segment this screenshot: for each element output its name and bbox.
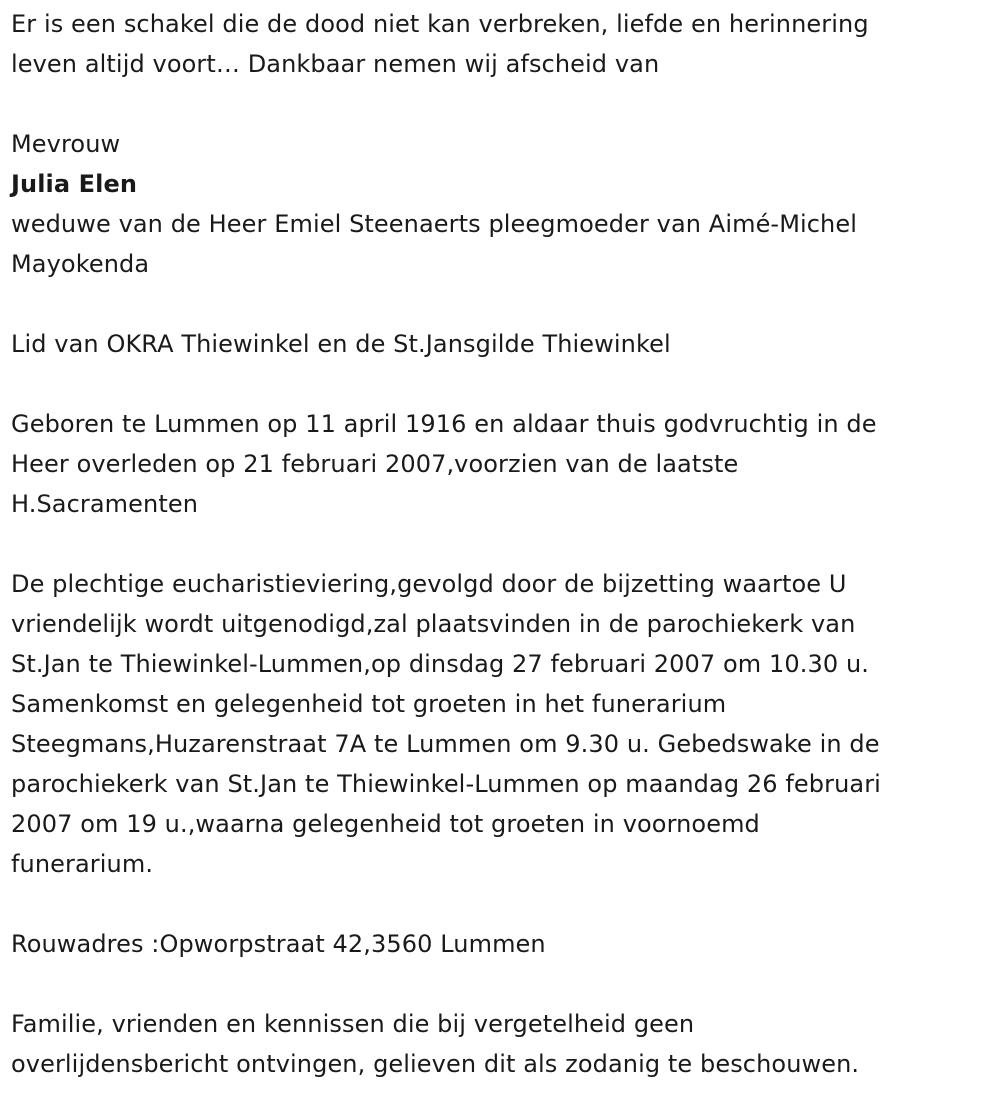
relation-line: weduwe van de Heer Emiel Steenaerts pleegmoeder van Aimé-Michel xyxy=(11,210,858,238)
mourning-address: Rouwadres :Opworpstraat 42,3560 Lummen xyxy=(11,930,546,958)
deceased-name: Julia Elen xyxy=(11,170,138,198)
birth-death-line: Heer overleden op 21 februari 2007,voorzien van de laatste xyxy=(11,450,739,478)
relation-line: Mayokenda xyxy=(11,250,150,278)
service-line: 2007 om 19 u.,waarna gelegenheid tot groeten in voornoemd xyxy=(11,810,760,838)
service-line: vriendelijk wordt uitgenodigd,zal plaatsvinden in de parochiekerk van xyxy=(11,610,856,638)
service-line: funerarium. xyxy=(11,850,154,878)
service-line: St.Jan te Thiewinkel-Lummen,op dinsdag 27 februari 2007 om 10.30 u. xyxy=(11,650,869,678)
birth-death-line: H.Sacramenten xyxy=(11,490,199,518)
service-line: De plechtige eucharistieviering,gevolgd door de bijzetting waartoe U xyxy=(11,570,847,598)
birth-death-paragraph xyxy=(11,404,981,524)
service-line: Steegmans,Huzarenstraat 7A te Lummen om 9.30 u. Gebedswake in de xyxy=(11,730,880,758)
service-line: parochiekerk van St.Jan te Thiewinkel-Lummen op maandag 26 februari xyxy=(11,770,881,798)
intro-line: leven altijd voort… Dankbaar nemen wij afscheid van xyxy=(11,50,660,78)
relation-paragraph xyxy=(11,204,981,284)
intro-paragraph xyxy=(11,4,981,84)
closing-line: Familie, vrienden en kennissen die bij vergetelheid geen xyxy=(11,1010,695,1038)
closing-paragraph xyxy=(11,1004,981,1084)
birth-death-line: Geboren te Lummen op 11 april 1916 en aldaar thuis godvruchtig in de xyxy=(11,410,877,438)
service-line: Samenkomst en gelegenheid tot groeten in het funerarium xyxy=(11,690,727,718)
intro-line: Er is een schakel die de dood niet kan verbreken, liefde en herinnering xyxy=(11,10,869,38)
service-paragraph xyxy=(11,564,981,884)
title: Mevrouw xyxy=(11,130,121,158)
closing-line: overlijdensbericht ontvingen, gelieven dit als zodanig te beschouwen. xyxy=(11,1050,860,1078)
membership-paragraph: Lid van OKRA Thiewinkel en de St.Jansgilde Thiewinkel xyxy=(11,330,671,358)
obituary-notice xyxy=(11,4,981,1084)
